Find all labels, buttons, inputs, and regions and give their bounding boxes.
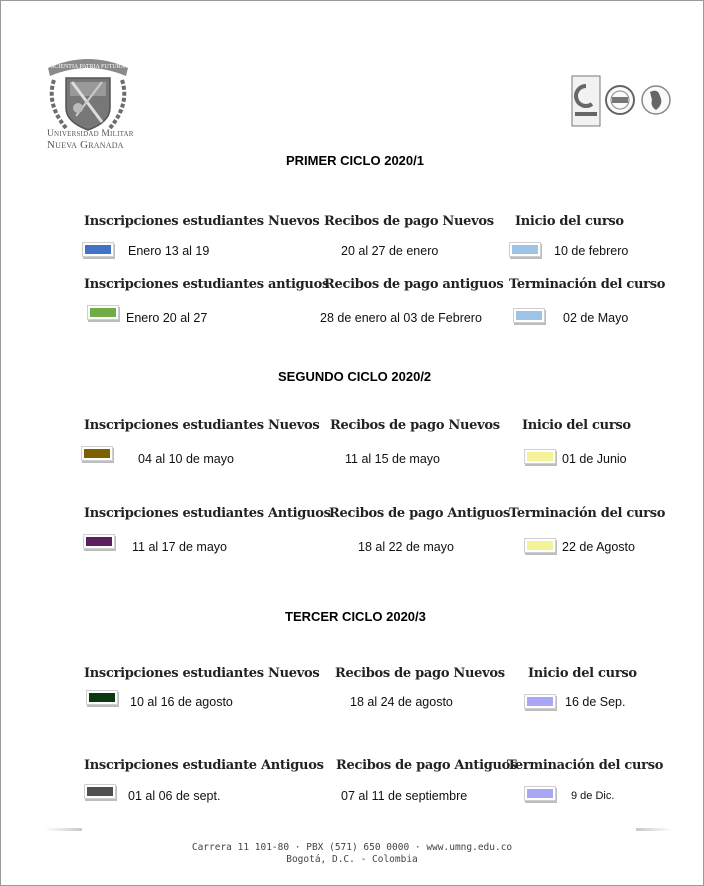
- cycle-1-header-course-end: Terminación del curso: [509, 277, 666, 292]
- cycle-2-header-new-registration: Inscripciones estudiantes Nuevos: [84, 418, 320, 433]
- cycle-2-header-old-payment: Recibos de pago Antiguos: [329, 506, 511, 521]
- cycle-3-header-course-start: Inicio del curso: [528, 666, 637, 681]
- cycle-1-new-registration-dates: Enero 13 al 19: [128, 244, 210, 258]
- cycle-1-old-registration-swatch: [87, 305, 119, 320]
- cycle-2-new-registration-dates: 04 al 10 de mayo: [138, 452, 234, 466]
- cycle-2-course-end-swatch: [524, 538, 556, 553]
- cycle-1-header-old-payment: Recibos de pago antiguos: [324, 277, 504, 292]
- cycle-2-header-new-payment: Recibos de pago Nuevos: [330, 418, 500, 433]
- cycle-3-old-registration-swatch: [84, 784, 116, 799]
- swatch-fill: [512, 245, 538, 254]
- swatch-fill: [86, 537, 112, 546]
- cycle-3-old-payment-dates: 07 al 11 de septiembre: [341, 789, 468, 803]
- cycle-1-old-payment-dates: 28 de enero al 03 de Febrero: [320, 311, 482, 325]
- swatch-fill: [89, 693, 115, 702]
- cycle-1-course-end-date: 02 de Mayo: [563, 311, 629, 325]
- cycle-3-title: TERCER CICLO 2020/3: [285, 609, 426, 624]
- university-name-line2: Nueva Granada: [47, 139, 124, 151]
- cycle-3-new-payment-dates: 18 al 24 de agosto: [350, 695, 453, 709]
- cycle-1-course-end-swatch: [513, 308, 545, 323]
- cycle-2-new-payment-dates: 11 al 15 de mayo: [345, 452, 440, 466]
- cycle-2-old-registration-swatch: [83, 534, 115, 549]
- swatch-fill: [84, 449, 110, 458]
- cycle-3-new-registration-dates: 10 al 16 de agosto: [130, 695, 233, 709]
- cycle-2-course-start-swatch: [524, 449, 556, 464]
- cycle-3-header-new-payment: Recibos de pago Nuevos: [335, 666, 505, 681]
- swatch-fill: [527, 541, 553, 550]
- cycle-3-header-old-registration: Inscripciones estudiante Antiguos: [84, 758, 324, 773]
- swatch-fill: [85, 245, 111, 254]
- footer-address: Carrera 11 101-80 · PBX (571) 650 0000 · www.umng.edu.co: [191, 842, 513, 853]
- footer-rule-right: [636, 828, 672, 831]
- certification-seals: [570, 74, 674, 130]
- cycle-2-old-payment-dates: 18 al 22 de mayo: [358, 540, 454, 554]
- cycle-2-header-course-end: Terminación del curso: [509, 506, 666, 521]
- cycle-3-course-start-swatch: [524, 694, 556, 709]
- cycle-3-header-new-registration: Inscripciones estudiantes Nuevos: [84, 666, 320, 681]
- university-name-line1: Universidad Militar: [47, 129, 134, 139]
- cycle-3-new-registration-swatch: [86, 690, 118, 705]
- cycle-2-course-end-date: 22 de Agosto: [562, 540, 635, 554]
- swatch-fill: [527, 697, 553, 706]
- cycle-1-header-new-registration: Inscripciones estudiantes Nuevos: [84, 214, 320, 229]
- swatch-fill: [90, 308, 116, 317]
- swatch-fill: [527, 789, 553, 798]
- cycle-1-title: PRIMER CICLO 2020/1: [286, 153, 424, 168]
- cycle-1-course-start-swatch: [509, 242, 541, 257]
- cycle-2-header-course-start: Inicio del curso: [522, 418, 631, 433]
- cycle-1-header-old-registration: Inscripciones estudiantes antiguos: [84, 277, 329, 292]
- cycle-3-header-old-payment: Recibos de pago Antiguos: [336, 758, 518, 773]
- swatch-fill: [516, 311, 542, 320]
- cycle-1-header-course-start: Inicio del curso: [515, 214, 624, 229]
- cycle-2-course-start-date: 01 de Junio: [562, 452, 627, 466]
- cycle-2-new-registration-swatch: [81, 446, 113, 461]
- cycle-3-course-end-date: 9 de Dic.: [571, 790, 615, 802]
- footer-rule-left: [44, 828, 82, 831]
- footer-city: Bogotá, D.C. - Colombia: [286, 854, 418, 865]
- university-name: [47, 129, 134, 151]
- svg-text:SCIENTIA PATRIA FUTURA: SCIENTIA PATRIA FUTURA: [50, 64, 126, 70]
- cycle-3-course-start-date: 16 de Sep.: [565, 695, 626, 709]
- cycle-2-title: SEGUNDO CICLO 2020/2: [278, 369, 432, 384]
- cycle-1-course-start-date: 10 de febrero: [554, 244, 629, 258]
- cycle-3-header-course-end: Terminación del curso: [507, 758, 664, 773]
- cycle-1-new-payment-dates: 20 al 27 de enero: [341, 244, 439, 258]
- cycle-1-header-new-payment: Recibos de pago Nuevos: [324, 214, 494, 229]
- cycle-3-old-registration-dates: 01 al 06 de sept.: [128, 789, 221, 803]
- cycle-2-old-registration-dates: 11 al 17 de mayo: [132, 540, 227, 554]
- swatch-fill: [87, 787, 113, 796]
- cycle-1-old-registration-dates: Enero 20 al 27: [126, 311, 208, 325]
- swatch-fill: [527, 452, 553, 461]
- cycle-2-header-old-registration: Inscripciones estudiantes Antiguos: [84, 506, 331, 521]
- cycle-1-new-registration-swatch: [82, 242, 114, 257]
- cycle-3-course-end-swatch: [524, 786, 556, 801]
